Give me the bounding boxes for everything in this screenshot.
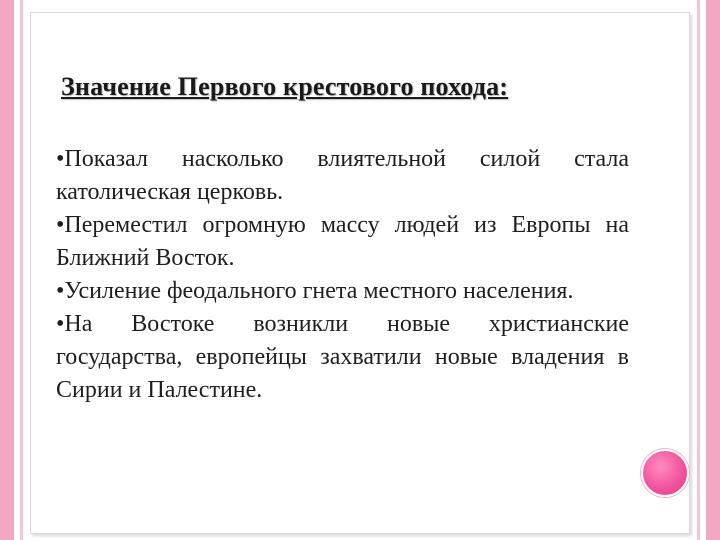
bullet-list (56, 143, 629, 407)
right-decorative-border (706, 0, 720, 540)
bullet-item: •Показал насколько влиятельной силой стала католическая церковь. (56, 146, 629, 205)
left-decorative-stripe (20, 0, 23, 540)
right-decorative-stripe (697, 0, 700, 540)
bullet-item: •Переместил огромную массу людей из Европы на Ближний Восток. (56, 212, 629, 271)
slide-title: Значение Первого крестового похода: (61, 72, 509, 101)
bullet-item: •Усиление феодального гнета местного населения. (56, 278, 574, 304)
decorative-circle (641, 449, 689, 497)
bullet-item: •На Востоке возникли новые христианские государства, европейцы захватили новые владения в Сирии и Палестине. (56, 311, 629, 403)
left-decorative-border (0, 0, 14, 540)
